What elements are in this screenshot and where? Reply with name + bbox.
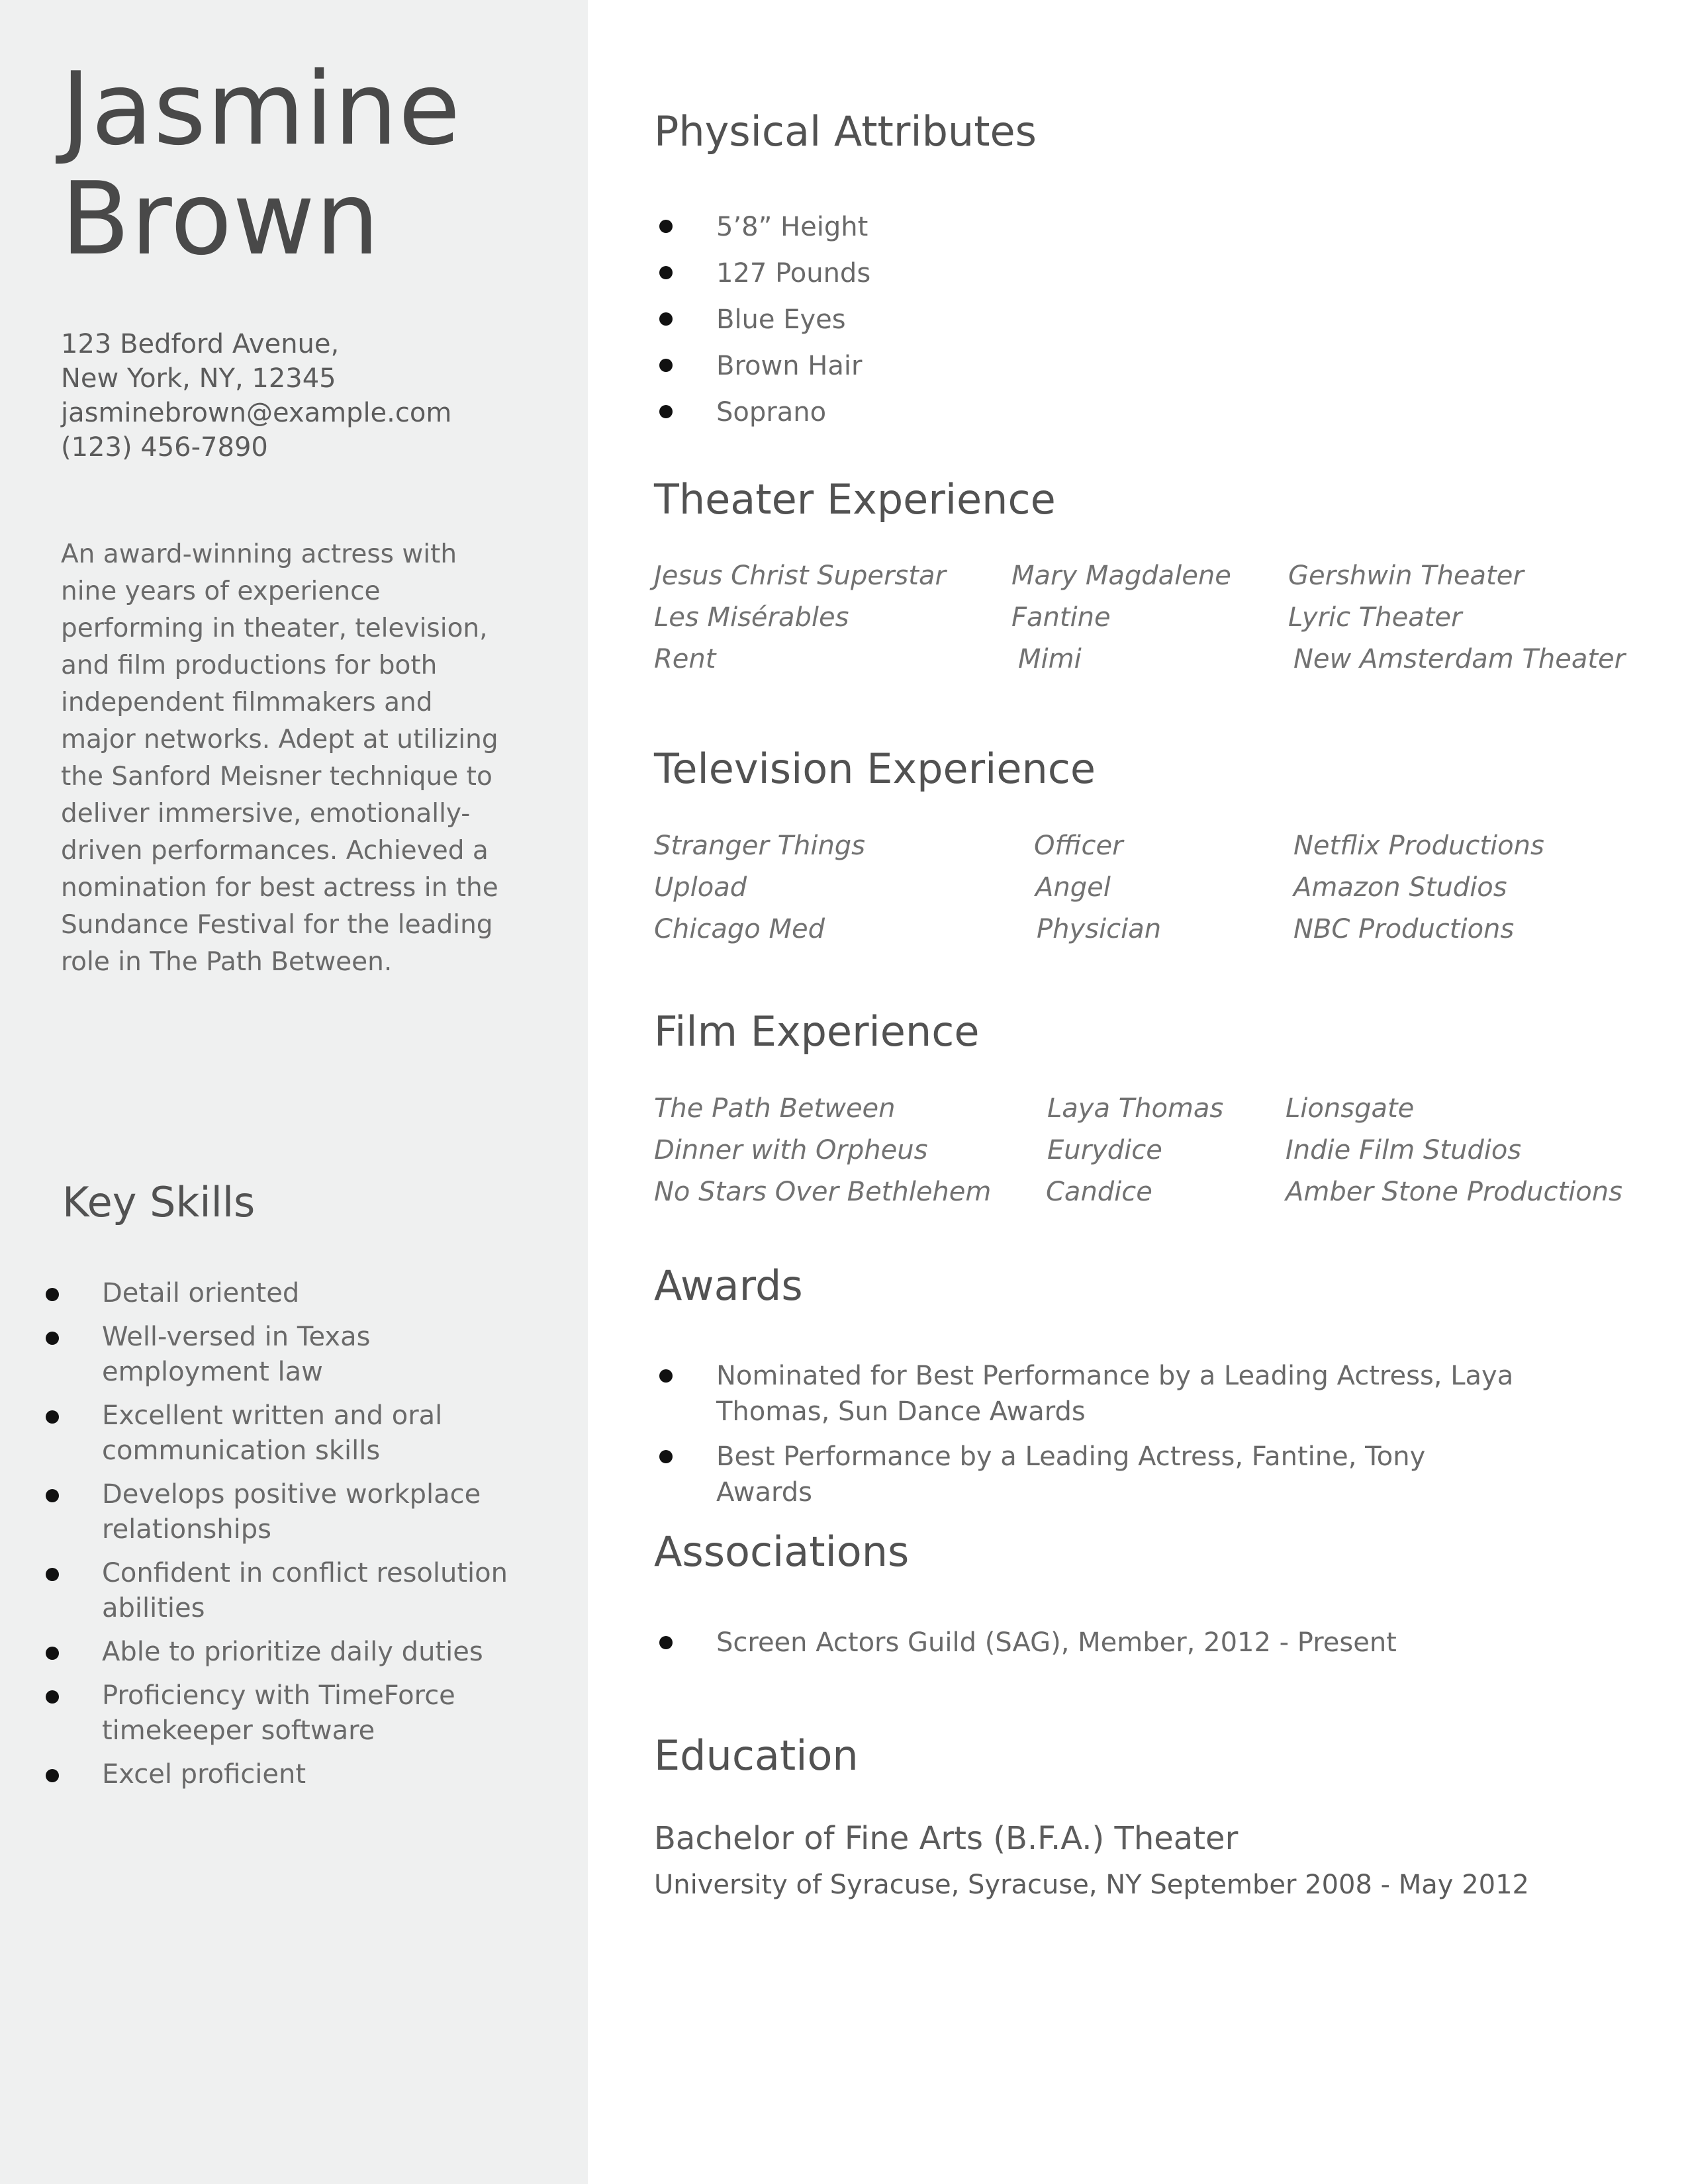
address-line-1: 123 Bedford Avenue, [61,329,340,359]
skill-text: Develops positive workplace relationships [102,1479,481,1545]
bullet-icon [659,266,673,279]
first-name: Jasmine [61,50,461,167]
associations-list [654,1625,1397,1661]
table-row [654,1135,1647,1177]
skill-text: Able to prioritize daily duties [102,1637,483,1667]
physical-attributes-list [654,204,870,435]
list-item [0,1757,543,1792]
bullet-icon [659,1369,673,1383]
bullet-icon [46,1288,59,1301]
key-skills-list [0,1276,543,1801]
address-line-2: New York, NY, 12345 [61,363,336,394]
list-item [654,296,870,343]
candidate-name [61,50,461,277]
bullet-icon [659,220,673,233]
studio: Amber Stone Productions [1286,1177,1622,1207]
role: Mary Magdalene [1011,561,1231,591]
production-title: Rent [654,644,716,674]
production-title: Les Misérables [654,602,849,633]
bullet-icon [46,1568,59,1581]
bullet-icon [659,312,673,326]
association-text: Screen Actors Guild (SAG), Member, 2012 - Present [716,1627,1397,1658]
production-title: Jesus Christ Superstar [654,561,946,591]
summary: An award-winning actress with nine years of experience performing in theater, television, and film productions for both independent filmmakers and major networks. Adept at utilizing the Sanford Meisner technique to deliver immersive, emotionally-driven performances. Achieved a nomination for best actress in the Sundance Festival for the leading role in The Path Between. [61,539,498,977]
table-row [654,1093,1647,1135]
list-item [654,389,870,435]
associations-title: Associations [654,1527,910,1576]
bullet-icon [659,1450,673,1463]
production-title: Chicago Med [654,914,825,944]
list-item [654,1358,1515,1430]
list-item [0,1556,543,1626]
list-item [654,1439,1515,1510]
role: Angel [1035,872,1111,903]
table-row [654,1177,1647,1218]
film-experience-table [654,1093,1647,1218]
production-title: Dinner with Orpheus [654,1135,928,1165]
bullet-icon [46,1769,59,1782]
physical-attributes-title: Physical Attributes [654,107,1037,156]
sidebar [0,0,588,2184]
list-item [654,250,870,296]
table-row [654,644,1647,686]
contact-info [61,327,451,465]
production-title: The Path Between [654,1093,896,1124]
skill-text: Excellent written and oral communication skills [102,1400,443,1466]
list-item [0,1320,543,1390]
list-item [654,1625,1397,1661]
list-item [0,1398,543,1469]
bullet-icon [659,1636,673,1649]
key-skills-title: Key Skills [62,1178,256,1226]
bullet-icon [46,1647,59,1660]
list-item [0,1477,543,1547]
bullet-icon [659,359,673,372]
awards-list [654,1358,1515,1520]
production-title: Upload [654,872,747,903]
education-title: Education [654,1731,859,1780]
role: Physician [1037,914,1162,944]
role: Mimi [1018,644,1082,674]
skill-text: Detail oriented [102,1278,300,1308]
table-row [654,914,1647,956]
bullet-icon [46,1489,59,1502]
venue: New Amsterdam Theater [1293,644,1626,674]
attribute-text: Soprano [716,397,827,428]
studio: Lionsgate [1286,1093,1415,1124]
table-row [654,561,1647,602]
venue: Lyric Theater [1288,602,1462,633]
role: Candice [1046,1177,1152,1207]
bullet-icon [46,1332,59,1345]
list-item [654,204,870,250]
theater-experience-table [654,561,1647,686]
phone: (123) 456-7890 [61,432,268,463]
last-name: Brown [61,160,381,277]
skill-text: Proficiency with TimeForce timekeeper software [102,1680,455,1746]
list-item [654,343,870,389]
table-row [654,602,1647,644]
bullet-icon [46,1410,59,1424]
studio: Indie Film Studios [1286,1135,1522,1165]
television-experience-table [654,831,1647,956]
role: Fantine [1011,602,1111,633]
studio: Amazon Studios [1293,872,1507,903]
television-experience-title: Television Experience [654,745,1096,793]
studio: Netflix Productions [1293,831,1544,861]
theater-experience-title: Theater Experience [654,475,1056,523]
bullet-icon [46,1690,59,1704]
list-item [0,1678,543,1749]
studio: NBC Productions [1293,914,1515,944]
attribute-text: Brown Hair [716,351,863,381]
skill-text: Excel proficient [102,1759,306,1790]
skill-text: Confident in conflict resolution abilities [102,1558,508,1623]
attribute-text: Blue Eyes [716,304,846,335]
list-item [0,1276,543,1311]
production-title: Stranger Things [654,831,866,861]
table-row [654,831,1647,872]
email: jasminebrown@example.com [61,398,452,428]
award-text: Best Performance by a Leading Actress, Fantine, Tony Awards [716,1441,1426,1508]
award-text: Nominated for Best Performance by a Leading Actress, Laya Thomas, Sun Dance Awards [716,1361,1514,1427]
role: Eurydice [1047,1135,1162,1165]
bullet-icon [659,405,673,418]
production-title: No Stars Over Bethlehem [654,1177,992,1207]
degree: Bachelor of Fine Arts (B.F.A.) Theater [654,1820,1239,1857]
school: University of Syracuse, Syracuse, NY September 2008 - May 2012 [654,1870,1529,1900]
role: Laya Thomas [1047,1093,1224,1124]
venue: Gershwin Theater [1288,561,1524,591]
film-experience-title: Film Experience [654,1007,980,1056]
attribute-text: 127 Pounds [716,258,871,289]
role: Officer [1034,831,1123,861]
list-item [0,1635,543,1670]
table-row [654,872,1647,914]
attribute-text: 5’8” Height [716,212,868,242]
skill-text: Well-versed in Texas employment law [102,1322,371,1387]
awards-title: Awards [654,1261,803,1310]
